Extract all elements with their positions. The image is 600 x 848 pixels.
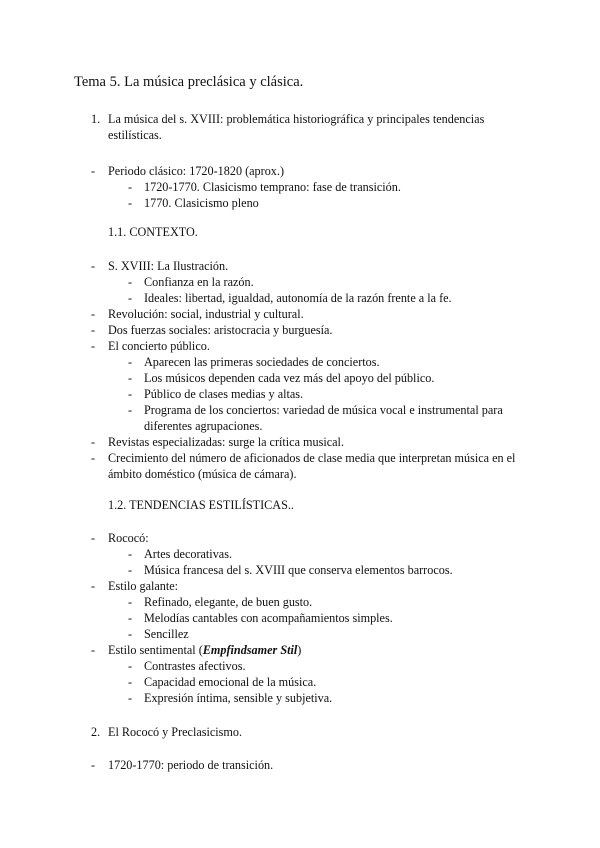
sub-list-item: 1770. Clasicismo pleno <box>144 196 259 210</box>
sub-list-item: Refinado, elegante, de buen gusto. <box>144 595 313 609</box>
sub-list-item: Aparecen las primeras sociedades de conciertos. <box>144 355 380 369</box>
list-item: Periodo clásico: 1720-1820 (aprox.) <box>108 164 284 178</box>
section-heading: La música del s. XVIII: problemática historiográfica y principales tendencias <box>108 112 485 126</box>
bullet-dash: - <box>128 275 133 289</box>
section-number: 1. <box>91 112 101 126</box>
subsection-heading: 1.1. CONTEXTO. <box>108 225 198 239</box>
list-item: Estilo galante: <box>108 579 179 593</box>
sub-list-item: Ideales: libertad, igualdad, autonomía de la razón frente a la fe. <box>144 291 452 305</box>
list-item: 1720-1770: periodo de transición. <box>108 758 274 772</box>
bullet-dash: - <box>91 579 96 593</box>
bullet-dash: - <box>91 643 96 657</box>
bullet-dash: - <box>128 371 133 385</box>
bullet-dash: - <box>128 595 133 609</box>
list-item-cont: ámbito doméstico (música de cámara). <box>108 467 297 481</box>
bullet-dash: - <box>128 180 133 194</box>
sub-list-item: Confianza en la razón. <box>144 275 254 289</box>
sub-list-item: 1720-1770. Clasicismo temprano: fase de transición. <box>144 180 401 194</box>
list-item: Dos fuerzas sociales: aristocracia y burguesía. <box>108 323 333 337</box>
bullet-dash: - <box>128 355 133 369</box>
bullet-dash: - <box>91 435 96 449</box>
sub-list-item: Capacidad emocional de la música. <box>144 675 317 689</box>
bullet-dash: - <box>91 164 96 178</box>
list-item: El concierto público. <box>108 339 210 353</box>
subsection-heading: 1.2. TENDENCIAS ESTILÍSTICAS.. <box>108 498 294 512</box>
bullet-dash: - <box>128 675 133 689</box>
bullet-dash: - <box>91 758 96 772</box>
bullet-dash: - <box>128 659 133 673</box>
sub-list-item-cont: diferentes agrupaciones. <box>144 419 263 433</box>
bullet-dash: - <box>91 323 96 337</box>
list-item-text: ) <box>297 643 302 657</box>
bullet-dash: - <box>128 691 133 705</box>
bullet-dash: - <box>128 547 133 561</box>
bullet-dash: - <box>128 387 133 401</box>
bullet-dash: - <box>91 307 96 321</box>
list-item: Crecimiento del número de aficionados de clase media que interpretan música en el <box>108 451 516 465</box>
sub-list-item: Contrastes afectivos. <box>144 659 246 673</box>
sub-list-item: Los músicos dependen cada vez más del apoyo del público. <box>144 371 435 385</box>
list-item: Revistas especializadas: surge la crítica musical. <box>108 435 344 449</box>
bullet-dash: - <box>91 259 96 273</box>
list-item: Revolución: social, industrial y cultural. <box>108 307 304 321</box>
sub-list-item: Melodías cantables con acompañamientos simples. <box>144 611 393 625</box>
bullet-dash: - <box>128 627 133 641</box>
bullet-dash: - <box>128 196 133 210</box>
list-item-text: Estilo sentimental ( <box>108 643 203 657</box>
document-title: Tema 5. La música preclásica y clásica. <box>74 74 304 90</box>
bullet-dash: - <box>128 403 133 417</box>
section-heading: El Rococó y Preclasicismo. <box>108 725 243 739</box>
sub-list-item: Artes decorativas. <box>144 547 232 561</box>
list-item <box>108 642 301 658</box>
bullet-dash: - <box>128 291 133 305</box>
section-number: 2. <box>91 725 101 739</box>
section-heading-cont: estilísticas. <box>108 128 162 142</box>
sub-list-item: Sencillez <box>144 627 189 641</box>
bullet-dash: - <box>128 563 133 577</box>
emphasis-text: Empfindsamer Stil <box>202 643 298 657</box>
list-item: Rococó: <box>108 531 149 545</box>
bullet-dash: - <box>91 339 96 353</box>
list-item: S. XVIII: La Ilustración. <box>108 259 229 273</box>
sub-list-item: Programa de los conciertos: variedad de música vocal e instrumental para <box>144 403 503 417</box>
bullet-dash: - <box>91 451 96 465</box>
bullet-dash: - <box>91 531 96 545</box>
sub-list-item: Público de clases medias y altas. <box>144 387 304 401</box>
sub-list-item: Expresión íntima, sensible y subjetiva. <box>144 691 333 705</box>
sub-list-item: Música francesa del s. XVIII que conserva elementos barrocos. <box>144 563 453 577</box>
bullet-dash: - <box>128 611 133 625</box>
